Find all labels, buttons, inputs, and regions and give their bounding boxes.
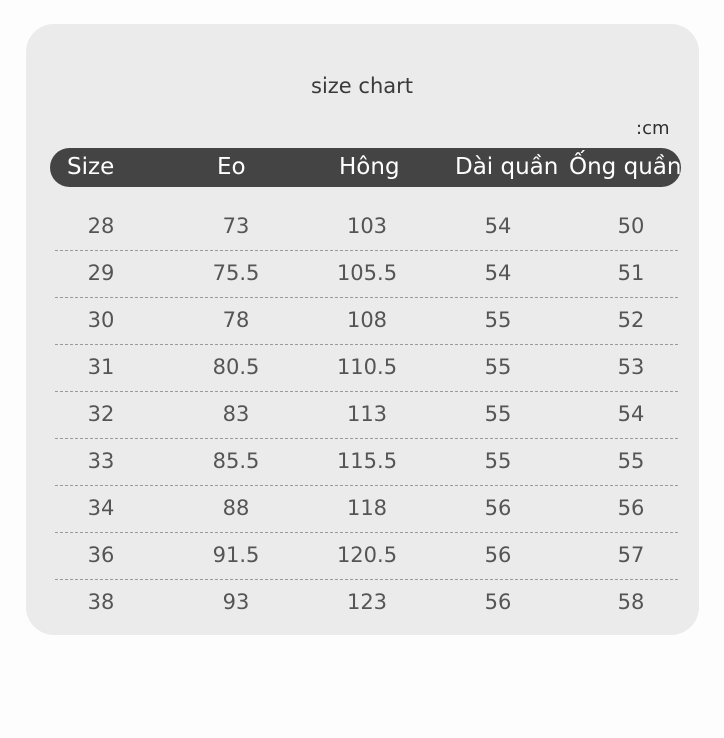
cell-dai-quan: 54 xyxy=(484,261,512,285)
cell-hong: 110.5 xyxy=(336,355,398,379)
table-row xyxy=(55,579,678,626)
cell-hong: 115.5 xyxy=(336,449,398,473)
cell-size: 32 xyxy=(87,402,115,426)
table-row xyxy=(55,250,678,298)
cell-dai-quan: 56 xyxy=(484,590,512,614)
cell-dai-quan: 54 xyxy=(484,214,512,238)
cell-hong: 108 xyxy=(346,308,388,332)
cell-ong-quan: 54 xyxy=(617,402,645,426)
cell-hong: 113 xyxy=(346,402,388,426)
cell-hong: 105.5 xyxy=(336,261,398,285)
header-size: Size xyxy=(67,154,115,180)
header-ong-quan: Ống quần xyxy=(569,154,682,180)
table-row xyxy=(55,344,678,392)
chart-title: size chart xyxy=(311,74,413,98)
cell-hong: 120.5 xyxy=(336,543,398,567)
cell-eo: 78 xyxy=(222,308,250,332)
cell-dai-quan: 55 xyxy=(484,402,512,426)
cell-size: 30 xyxy=(87,308,115,332)
cell-size: 29 xyxy=(87,261,115,285)
cell-eo: 93 xyxy=(222,590,250,614)
cell-dai-quan: 56 xyxy=(484,543,512,567)
table-row xyxy=(55,438,678,486)
table-row xyxy=(55,485,678,533)
table-row xyxy=(55,532,678,580)
cell-size: 38 xyxy=(87,590,115,614)
cell-ong-quan: 53 xyxy=(617,355,645,379)
cell-hong: 103 xyxy=(346,214,388,238)
cell-eo: 85.5 xyxy=(212,449,260,473)
cell-eo: 75.5 xyxy=(212,261,260,285)
cell-ong-quan: 50 xyxy=(617,214,645,238)
cell-eo: 91.5 xyxy=(212,543,260,567)
cell-eo: 80.5 xyxy=(212,355,260,379)
cell-ong-quan: 58 xyxy=(617,590,645,614)
cell-dai-quan: 55 xyxy=(484,449,512,473)
cell-eo: 73 xyxy=(222,214,250,238)
cell-ong-quan: 55 xyxy=(617,449,645,473)
cell-size: 33 xyxy=(87,449,115,473)
header-eo: Eo xyxy=(217,154,246,180)
cell-hong: 123 xyxy=(346,590,388,614)
cell-size: 36 xyxy=(87,543,115,567)
cell-ong-quan: 57 xyxy=(617,543,645,567)
cell-dai-quan: 55 xyxy=(484,355,512,379)
cell-size: 34 xyxy=(87,496,115,520)
cell-eo: 83 xyxy=(222,402,250,426)
cell-ong-quan: 51 xyxy=(617,261,645,285)
unit-label: :cm xyxy=(636,118,670,139)
cell-size: 28 xyxy=(87,214,115,238)
cell-eo: 88 xyxy=(222,496,250,520)
cell-dai-quan: 55 xyxy=(484,308,512,332)
cell-hong: 118 xyxy=(346,496,388,520)
table-row xyxy=(55,297,678,345)
cell-ong-quan: 52 xyxy=(617,308,645,332)
cell-ong-quan: 56 xyxy=(617,496,645,520)
table-row xyxy=(55,391,678,439)
table-header xyxy=(50,148,681,187)
table-row xyxy=(55,203,678,251)
cell-dai-quan: 56 xyxy=(484,496,512,520)
cell-size: 31 xyxy=(87,355,115,379)
header-dai-quan: Dài quần xyxy=(455,154,559,180)
header-hong: Hông xyxy=(339,154,400,180)
